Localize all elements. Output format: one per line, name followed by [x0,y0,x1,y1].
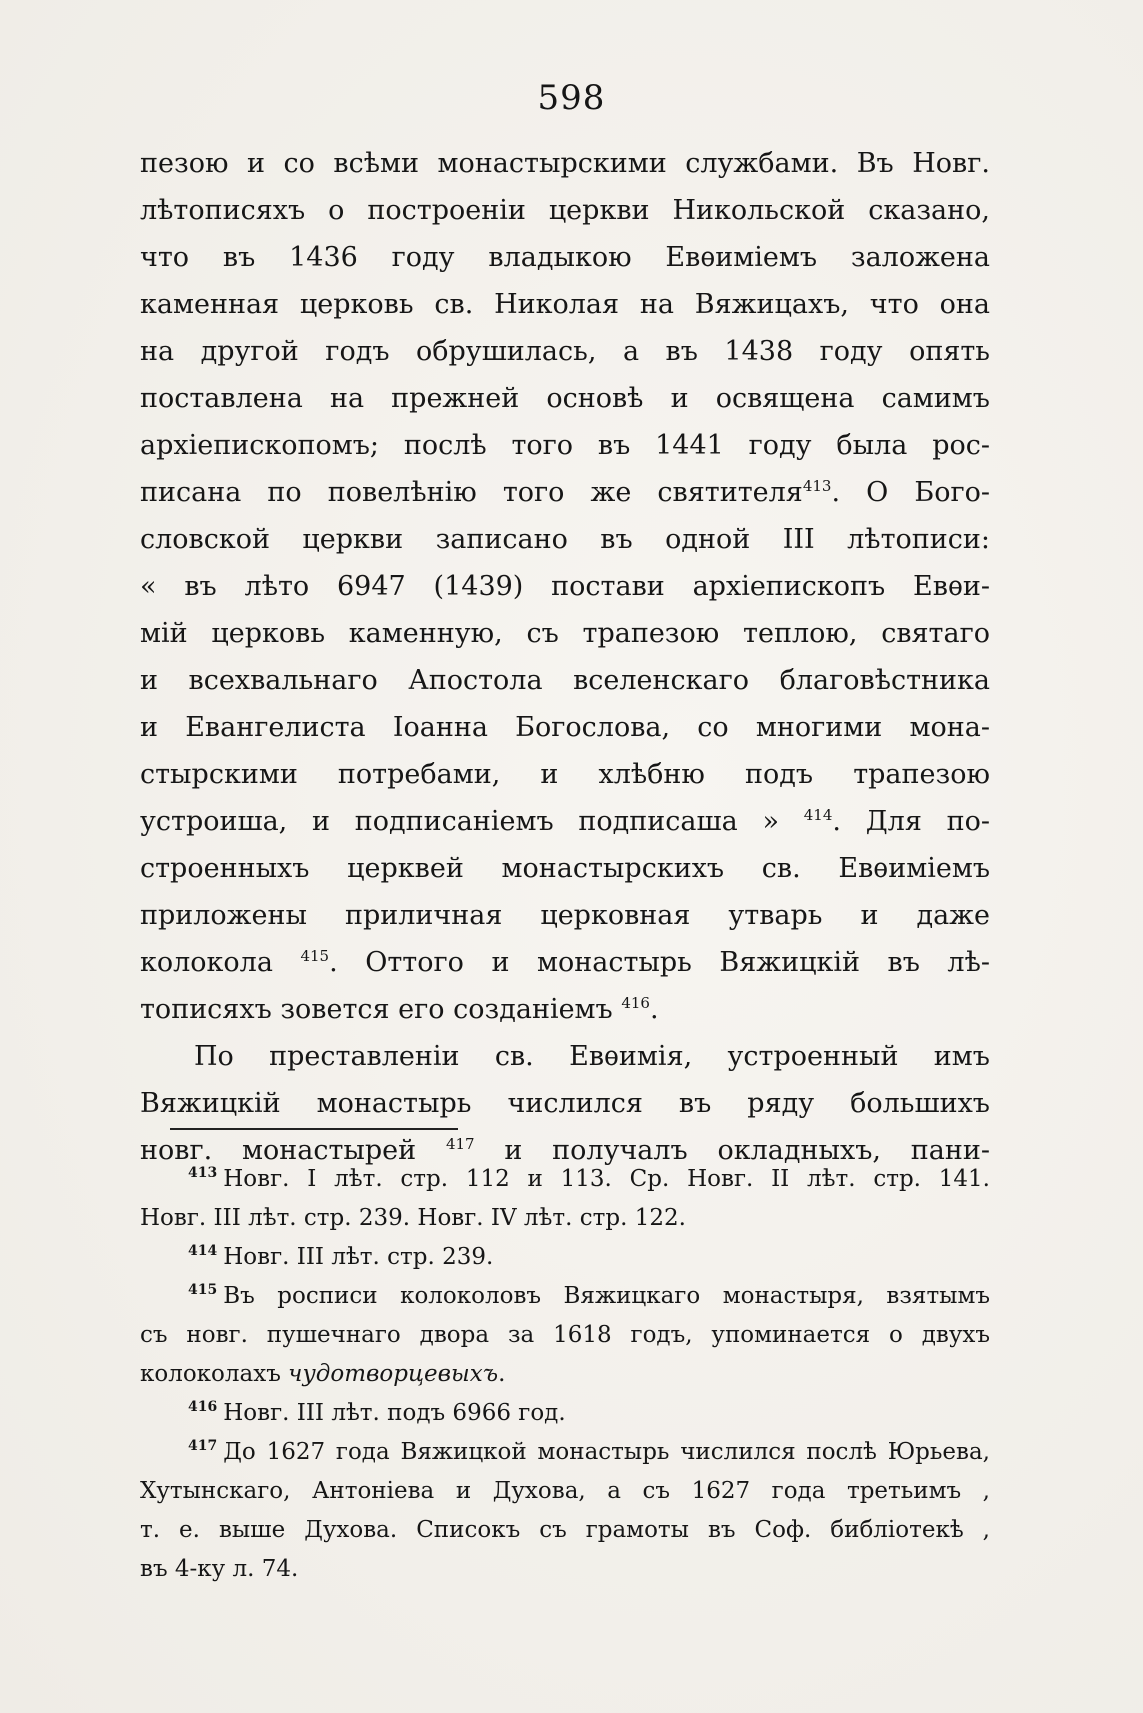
footnotes [140,1160,990,1589]
footnote-ref: 415 [300,947,330,965]
text-line: тописяхъ зовется его созданіемъ $^{416}$. [140,994,659,1025]
text-line: поставлена на прежней основѣ и освящена самимъ [140,383,990,414]
text-line: пезою и со всѣми монастырскими службами. Въ Новг. [140,148,990,179]
footnote-ref: 417 [445,1135,475,1153]
footnote-417: $^{417}$ До 1627 года Вяжицкой монастырь числился послѣ Юрьева, [188,1438,990,1465]
text-line: каменная церковь св. Николая на Вяжицахъ, что она [140,289,990,320]
footnote-line: Новг. III лѣт. стр. 239. Новг. IV лѣт. стр. 122. [140,1205,686,1231]
text-line: « въ лѣто 6947 (1439) постави архіепископъ Евѳи- [140,571,990,602]
main-text [140,140,990,1174]
text-line: словской церкви записано въ одной III лѣтописи: [140,524,990,555]
footnote-ref: 413 [802,477,832,495]
page-number: 598 [537,78,606,118]
footnote-416: $^{416}$ Новг. III лѣт. подъ 6966 год. [188,1399,566,1426]
text-line: архіепископомъ; послѣ того въ 1441 году была рос- [140,430,990,461]
footnote-ref: 416 [621,994,650,1012]
footnote-line: съ новг. пушечнаго двора за 1618 годъ, упоминается о двухъ [140,1322,990,1348]
footnote-line: въ 4-ку л. 74. [140,1556,299,1582]
text-line: лѣтописяхъ о построеніи церкви Никольской сказано, [140,195,990,226]
footnote-line: Хутынскаго, Антоніева и Духова, а съ 1627 года третьимъ , [140,1478,990,1504]
text-line: и всехвальнаго Апостола вселенскаго благовѣстника [140,665,990,696]
text-line: и Евангелиста Іоанна Богослова, со многими мона- [140,712,990,743]
text-line: что въ 1436 году владыкою Евѳиміемъ заложена [140,242,990,273]
footnote-line: т. е. выше Духова. Списокъ съ грамоты въ Соф. библіотекѣ , [140,1517,990,1543]
text-line: на другой годъ обрушилась, а въ 1438 году опять [140,336,990,367]
text-line: мій церковь каменную, съ трапезою теплою, святаго [140,618,990,649]
text-line: устроиша, и подписаніемъ подписаша » $^{414}$. Для по- [140,806,990,837]
footnote-line: колоколахъ чудотворцевыхъ. [140,1361,506,1387]
footnote-ref: 414 [803,806,833,824]
footnote-divider [170,1128,458,1130]
text-line: приложены приличная церковная утварь и даже [140,900,990,931]
text-line: Вяжицкій монастырь числился въ ряду большихъ [140,1088,990,1119]
paragraph-start: По преставленіи св. Евѳимія, устроенный имъ [194,1041,990,1072]
footnote-414: $^{414}$ Новг. III лѣт. стр. 239. [188,1243,494,1270]
text-line: писана по повелѣнію того же святителя$^{413}$. О Бого- [140,477,990,508]
text-line: стырскими потребами, и хлѣбню подъ трапезою [140,759,990,790]
footnote-415: $^{415}$ Въ росписи колоколовъ Вяжицкаго монастыря, взятымъ [188,1282,990,1309]
text-line: строенныхъ церквей монастырскихъ св. Евѳиміемъ [140,853,990,884]
text-line: новг. монастырей $^{417}$ и получалъ окладныхъ, пани- [140,1135,990,1166]
footnote-413: $^{413}$ Новг. I лѣт. стр. 112 и 113. Ср. Новг. II лѣт. стр. 141. [188,1165,990,1192]
text-line: колокола $^{415}$. Оттого и монастырь Вяжицкій въ лѣ- [140,947,990,978]
